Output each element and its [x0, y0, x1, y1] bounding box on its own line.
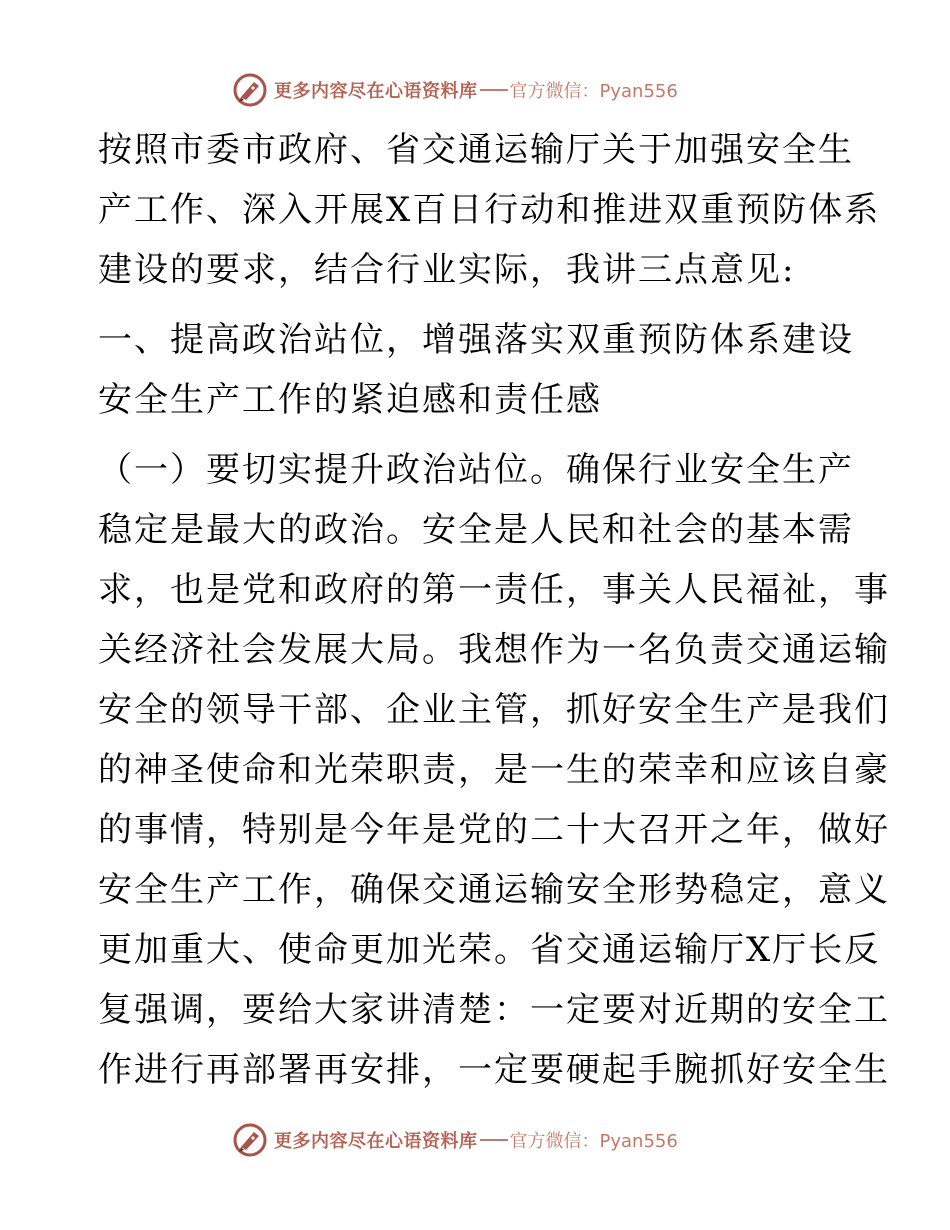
body-line: 稳定是最大的政治。安全是人民和社会的基本需: [98, 510, 854, 550]
body-line: 的神圣使命和光荣职责，是一生的荣幸和应该自豪: [98, 750, 890, 790]
body-line: 求，也是党和政府的第一责任，事关人民福祉，事: [98, 570, 890, 610]
body-line: 关经济社会发展大局。我想作为一名负责交通运输: [98, 630, 890, 670]
banner-contact-text: 官方微信：Pyan556: [509, 81, 678, 102]
section-heading-line: 一、提高政治站位，增强落实双重预防体系建设: [98, 320, 854, 360]
intro-line: 建设的要求，结合行业实际，我讲三点意见:: [98, 250, 796, 290]
header-banner: [232, 70, 678, 110]
paragraph-gap: [98, 430, 858, 440]
body-line: 的事情，特别是今年是党的二十大召开之年，做好: [98, 810, 890, 850]
banner-site-text: 更多内容尽在心语资料库: [274, 81, 478, 102]
document-body: [98, 120, 890, 1100]
pen-nib-logo-icon: [232, 1122, 268, 1158]
body-line: 更加重大、使命更加光荣。省交通运输厅X厅长反: [98, 930, 881, 970]
pen-nib-logo-icon: [232, 72, 268, 108]
banner-contact-text: 官方微信：Pyan556: [509, 1131, 678, 1152]
banner-site-text: 更多内容尽在心语资料库: [274, 1131, 478, 1152]
footer-banner: [232, 1120, 678, 1160]
intro-line: 产工作、深入开展X百日行动和推进双重预防体系: [98, 190, 881, 230]
body-line: （一）要切实提升政治站位。确保行业安全生产: [98, 450, 854, 490]
paragraph-gap: [98, 300, 858, 310]
body-line: 安全的领导干部、企业主管，抓好安全生产是我们: [98, 690, 890, 730]
section-heading-line: 安全生产工作的紧迫感和责任感: [98, 380, 602, 420]
banner-dash: [480, 89, 508, 91]
banner-dash: [480, 1139, 508, 1141]
intro-line: 按照市委市政府、省交通运输厅关于加强安全生: [98, 130, 854, 170]
body-line: 作进行再部署再安排，一定要硬起手腕抓好安全生: [98, 1050, 890, 1090]
body-line: 安全生产工作，确保交通运输安全形势稳定，意义: [98, 870, 890, 910]
body-line: 复强调，要给大家讲清楚：一定要对近期的安全工: [98, 990, 890, 1030]
